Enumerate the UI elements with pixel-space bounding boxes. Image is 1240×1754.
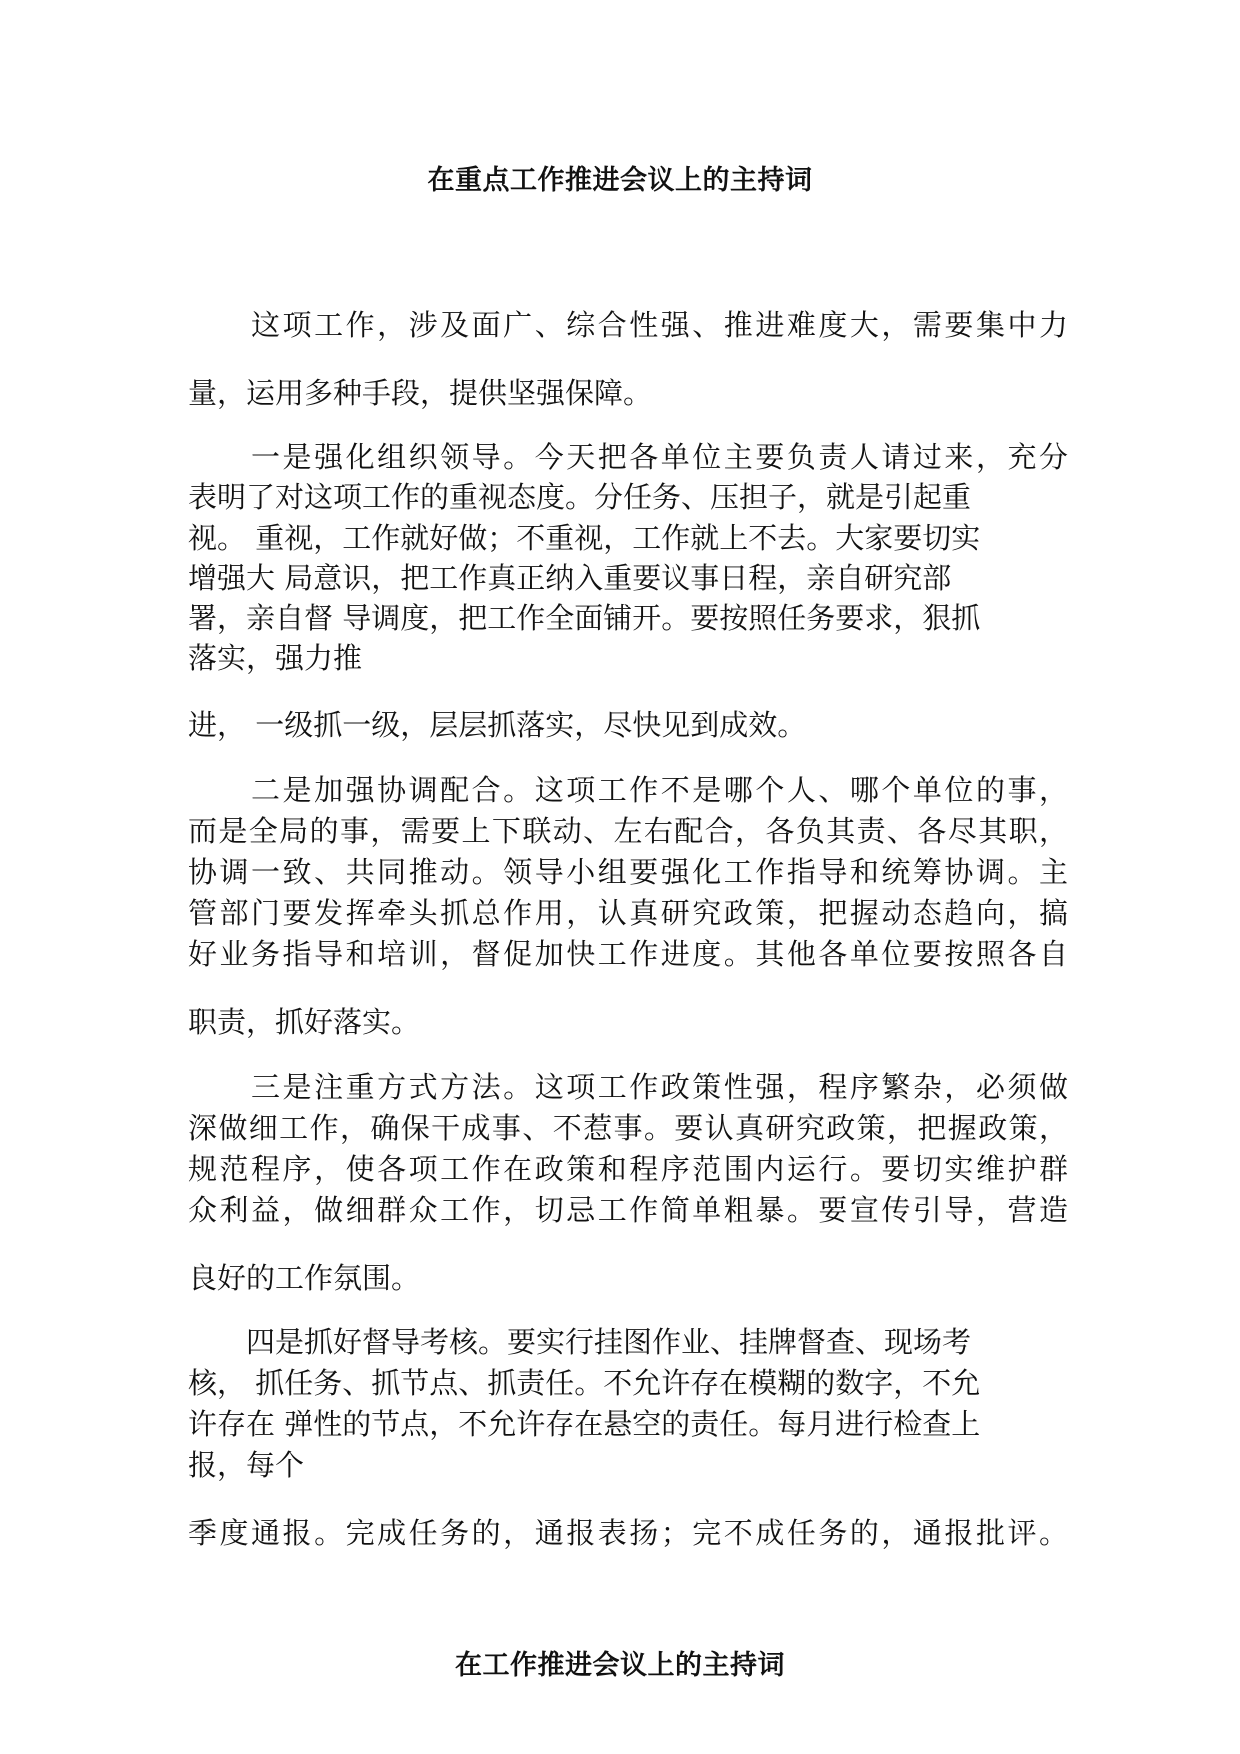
- text-line: 良好的工作氛围。: [188, 1261, 421, 1295]
- text-line: 量，运用多种手段，提供坚强保障。: [188, 376, 653, 410]
- text-line: 季度通报。完成任务的，通报表扬；完不成任务的，通报批评。: [188, 1516, 1068, 1550]
- text-line: 二是加强协调配合。这项工作不是哪个人、哪个单位的事，: [188, 773, 1068, 807]
- text-line: 四是抓好督导考核。要实行挂图作业、挂牌督查、现场考: [188, 1325, 972, 1359]
- text-line: 增强大 局意识，把工作真正纳入重要议事日程，亲自研究部: [188, 561, 952, 595]
- text-line: 职责，抓好落实。: [188, 1005, 421, 1039]
- text-line: 而是全局的事，需要上下联动、左右配合，各负其责、各尽其职，: [188, 814, 1068, 848]
- text-line: 众利益，做细群众工作，切忌工作简单粗暴。要宣传引导，营造: [188, 1193, 1068, 1227]
- text-line: 核， 抓任务、抓节点、抓责任。不允许存在模糊的数字，不允: [188, 1366, 981, 1400]
- text-line: 视。 重视，工作就好做；不重视，工作就上不去。大家要切实: [188, 521, 981, 555]
- text-line: 报，每个: [188, 1448, 305, 1482]
- text-line: 深做细工作，确保干成事、不惹事。要认真研究政策，把握政策，: [188, 1111, 1068, 1145]
- text-line: 落实，强力推: [188, 641, 363, 675]
- text-line: 规范程序，使各项工作在政策和程序范围内运行。要切实维护群: [188, 1152, 1068, 1186]
- text-line: 好业务指导和培训，督促加快工作进度。其他各单位要按照各自: [188, 937, 1068, 971]
- text-line: 署，亲自督 导调度，把工作全面铺开。要按照任务要求，狠抓: [188, 601, 981, 635]
- text-line: 这项工作，涉及面广、综合性强、推进难度大，需要集中力: [188, 308, 1068, 342]
- text-line: 三是注重方式方法。这项工作政策性强，程序繁杂，必须做: [188, 1070, 1068, 1104]
- text-line: 许存在 弹性的节点，不允许存在悬空的责任。每月进行检查上: [188, 1407, 981, 1441]
- next-section-title: 在工作推进会议上的主持词: [455, 1650, 785, 1681]
- text-line: 一是强化组织领导。今天把各单位主要负责人请过来，充分: [188, 440, 1068, 474]
- text-line: 管部门要发挥牵头抓总作用，认真研究政策，把握动态趋向，搞: [188, 896, 1068, 930]
- text-line: 进， 一级抓一级，层层抓落实，尽快见到成效。: [188, 708, 807, 742]
- text-line: 协调一致、共同推动。领导小组要强化工作指导和统筹协调。主: [188, 855, 1068, 889]
- text-line: 表明了对这项工作的重视态度。分任务、压担子，就是引起重: [188, 480, 972, 514]
- page-title: 在重点工作推进会议上的主持词: [427, 165, 813, 196]
